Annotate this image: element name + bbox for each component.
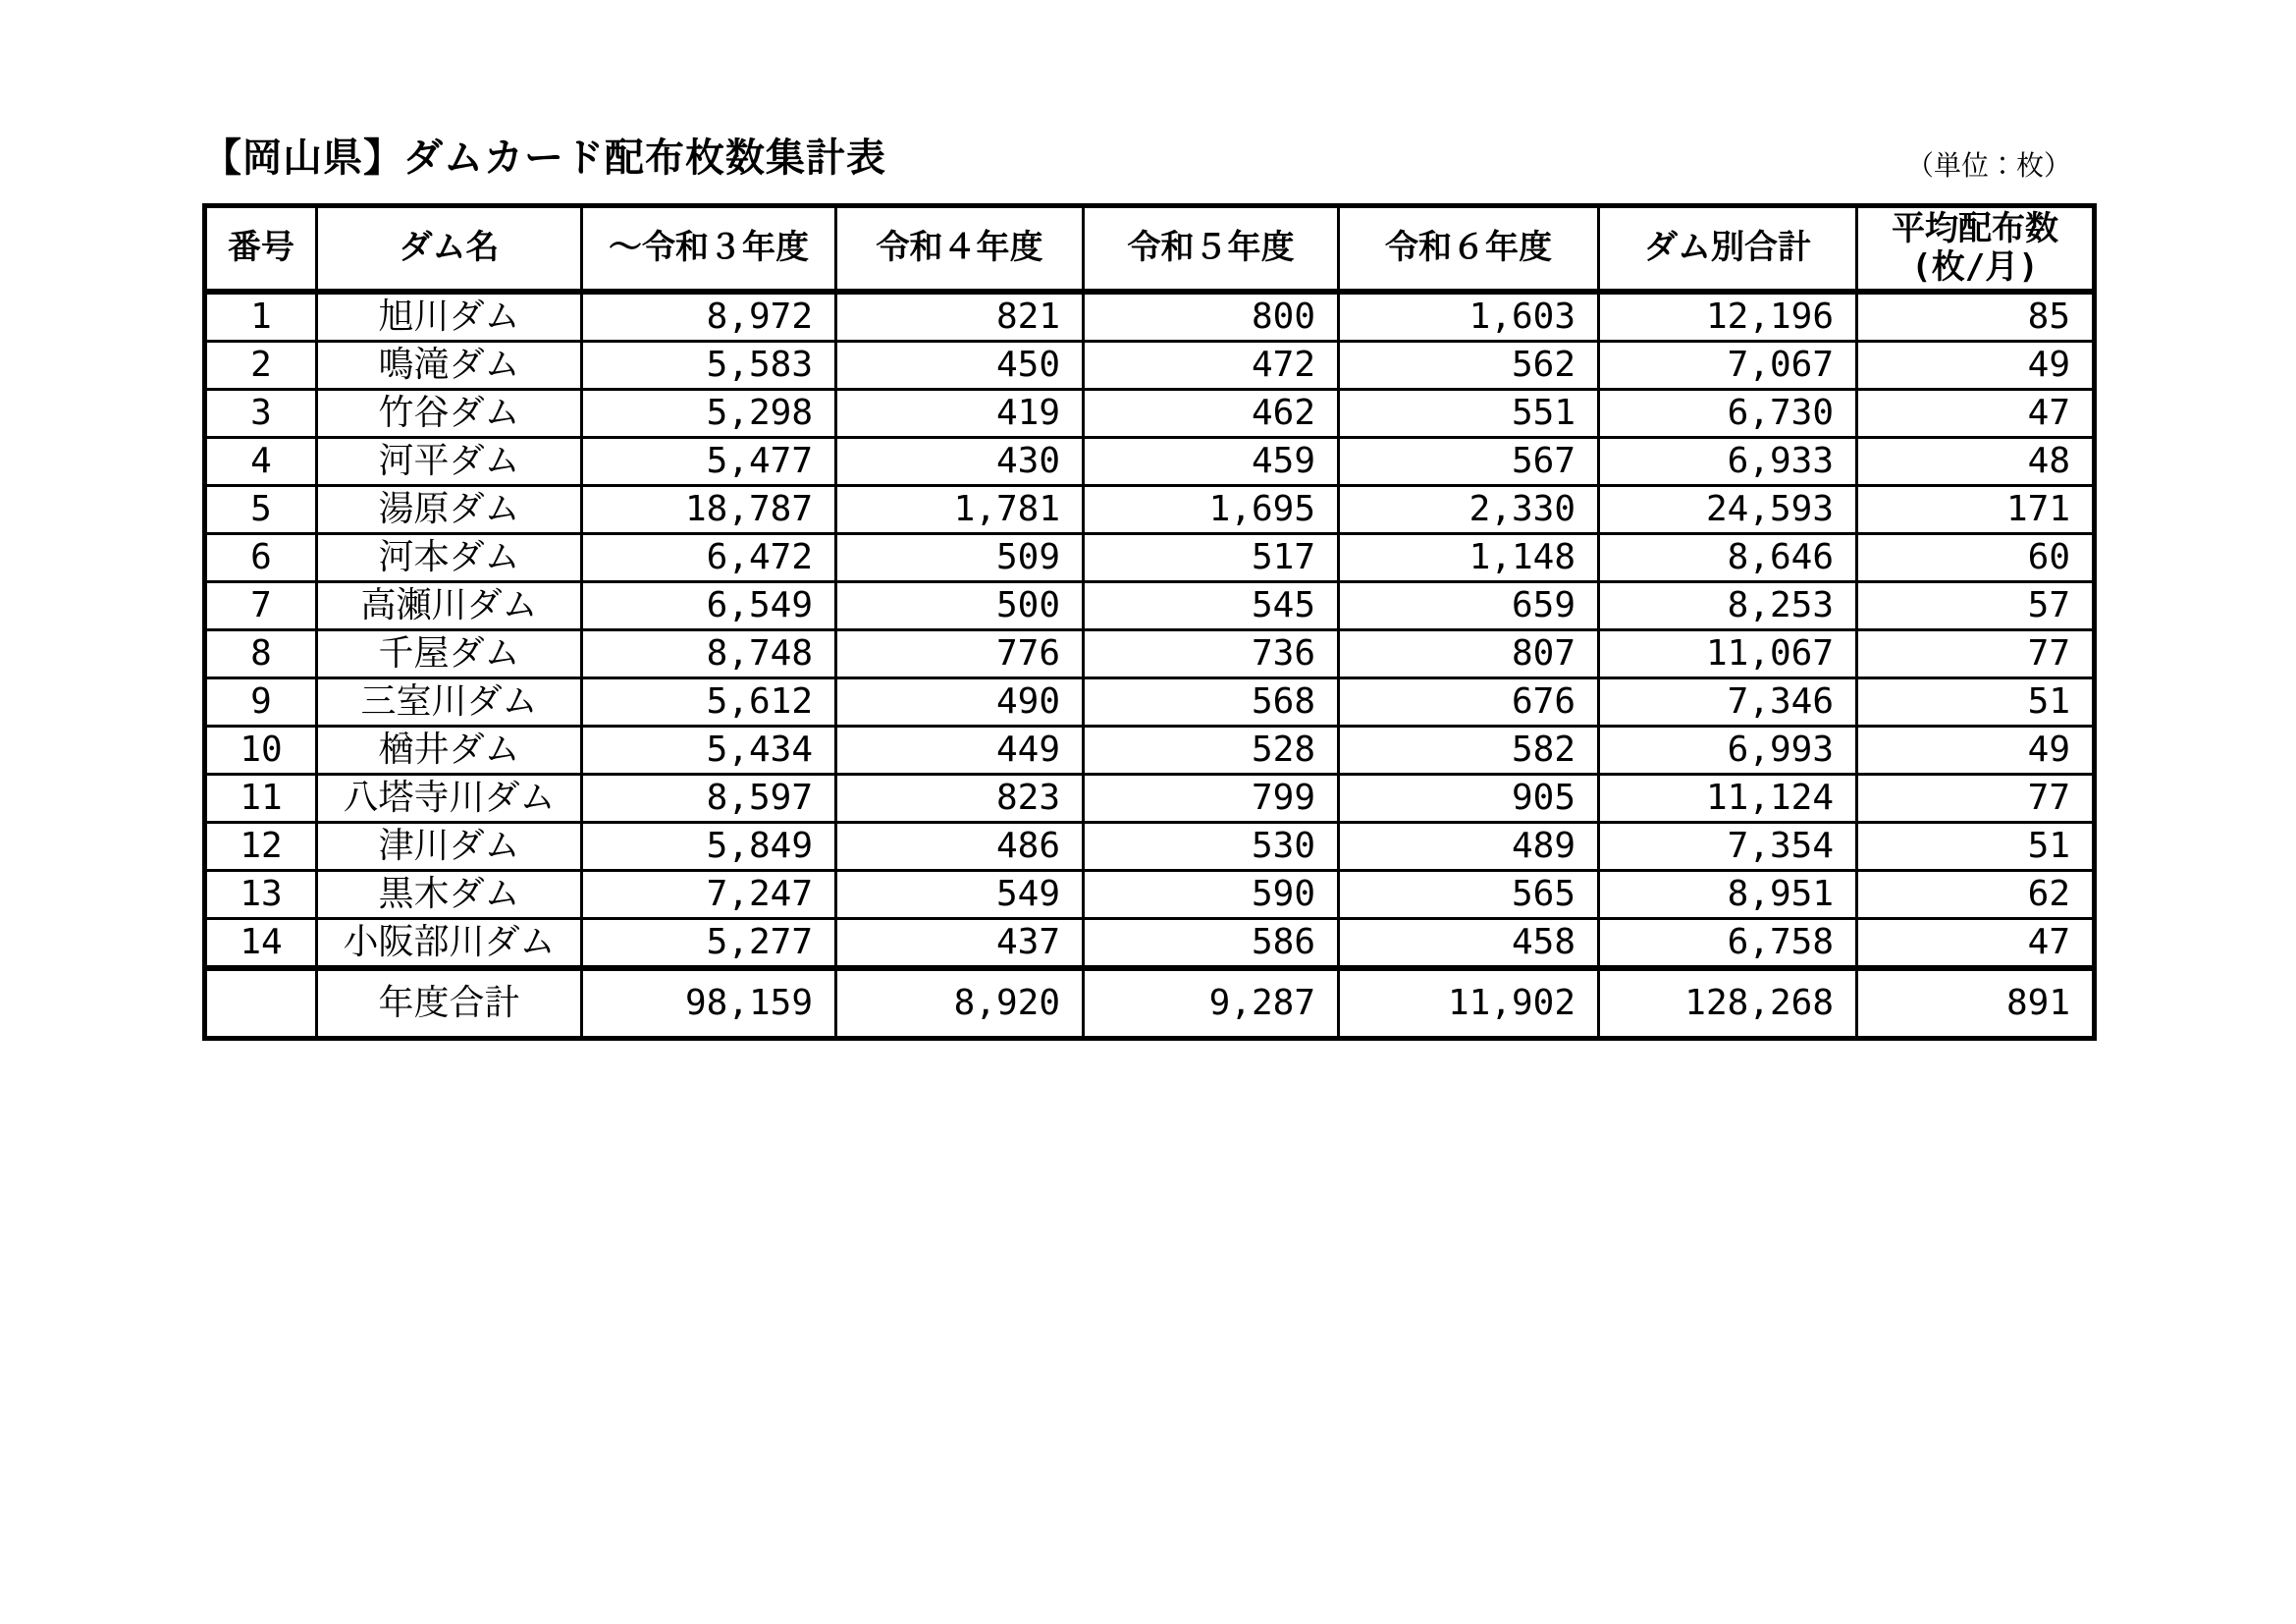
- value-reiwa6: 567: [1339, 438, 1599, 486]
- value-reiwa4: 437: [836, 919, 1084, 969]
- value-reiwa4: 1,781: [836, 486, 1084, 534]
- value-reiwa6: 1,603: [1339, 292, 1599, 342]
- value-reiwa4: 450: [836, 342, 1084, 390]
- unit-note: （単位：枚）: [1905, 149, 2071, 182]
- value-reiwa4: 486: [836, 823, 1084, 871]
- table-row: [205, 919, 2095, 969]
- value-reiwa5: 459: [1084, 438, 1339, 486]
- total-row-label: 年度合計: [317, 968, 582, 1039]
- table-row: [205, 582, 2095, 630]
- dam-total-value: 7,354: [1599, 823, 1857, 871]
- dam-name: 津川ダム: [317, 823, 582, 871]
- value-reiwa5: 545: [1084, 582, 1339, 630]
- total-average: 891: [1857, 968, 2095, 1039]
- header-average-per-month: [1857, 206, 2095, 293]
- dam-name: 河平ダム: [317, 438, 582, 486]
- dam-name: 小阪部川ダム: [317, 919, 582, 969]
- dam-name: 高瀬川ダム: [317, 582, 582, 630]
- value-reiwa5: 530: [1084, 823, 1339, 871]
- average-per-month-value: 57: [1857, 582, 2095, 630]
- row-number: 11: [205, 775, 317, 823]
- value-reiwa4: 823: [836, 775, 1084, 823]
- row-number: 9: [205, 678, 317, 727]
- value-reiwa4: 549: [836, 871, 1084, 919]
- total-until-reiwa3: 98,159: [582, 968, 836, 1039]
- dam-total-value: 8,253: [1599, 582, 1857, 630]
- dam-name: 八塔寺川ダム: [317, 775, 582, 823]
- average-per-month-value: 77: [1857, 775, 2095, 823]
- average-per-month-value: 51: [1857, 823, 2095, 871]
- value-reiwa5: 528: [1084, 727, 1339, 775]
- value-reiwa5: 517: [1084, 534, 1339, 582]
- total-row: [205, 968, 2095, 1039]
- table-row: [205, 390, 2095, 438]
- average-per-month-value: 49: [1857, 342, 2095, 390]
- value-until-reiwa3: 8,748: [582, 630, 836, 678]
- dam-name: 河本ダム: [317, 534, 582, 582]
- dam-name: 黒木ダム: [317, 871, 582, 919]
- table-row: [205, 292, 2095, 342]
- average-per-month-value: 171: [1857, 486, 2095, 534]
- value-reiwa5: 586: [1084, 919, 1339, 969]
- dam-total-value: 11,124: [1599, 775, 1857, 823]
- value-reiwa4: 490: [836, 678, 1084, 727]
- row-number: 1: [205, 292, 317, 342]
- table-row: [205, 630, 2095, 678]
- header-row: [205, 206, 2095, 293]
- dam-total-value: 6,933: [1599, 438, 1857, 486]
- value-until-reiwa3: 8,597: [582, 775, 836, 823]
- value-reiwa6: 489: [1339, 823, 1599, 871]
- value-reiwa6: 659: [1339, 582, 1599, 630]
- header-reiwa4: 令和４年度: [836, 206, 1084, 293]
- value-reiwa5: 462: [1084, 390, 1339, 438]
- table-row: [205, 678, 2095, 727]
- value-reiwa4: 509: [836, 534, 1084, 582]
- header-reiwa6: 令和６年度: [1339, 206, 1599, 293]
- dam-total-value: 8,646: [1599, 534, 1857, 582]
- value-reiwa5: 1,695: [1084, 486, 1339, 534]
- table-row: [205, 823, 2095, 871]
- value-reiwa6: 551: [1339, 390, 1599, 438]
- average-per-month-value: 47: [1857, 919, 2095, 969]
- value-reiwa5: 736: [1084, 630, 1339, 678]
- dam-name: 三室川ダム: [317, 678, 582, 727]
- header-average-line2: (枚/月): [1911, 247, 2039, 287]
- value-until-reiwa3: 5,298: [582, 390, 836, 438]
- total-reiwa6: 11,902: [1339, 968, 1599, 1039]
- value-until-reiwa3: 5,434: [582, 727, 836, 775]
- average-per-month-value: 85: [1857, 292, 2095, 342]
- dam-name: 竹谷ダム: [317, 390, 582, 438]
- header-dam-name: ダム名: [317, 206, 582, 293]
- header-until-reiwa3: ～令和３年度: [582, 206, 836, 293]
- table-row: [205, 438, 2095, 486]
- dam-name: 鳴滝ダム: [317, 342, 582, 390]
- header-number: 番号: [205, 206, 317, 293]
- header-reiwa5: 令和５年度: [1084, 206, 1339, 293]
- page-title: 【岡山県】ダムカード配布枚数集計表: [202, 135, 886, 181]
- header-dam-total: ダム別合計: [1599, 206, 1857, 293]
- total-reiwa4: 8,920: [836, 968, 1084, 1039]
- value-until-reiwa3: 6,472: [582, 534, 836, 582]
- value-reiwa4: 430: [836, 438, 1084, 486]
- value-until-reiwa3: 7,247: [582, 871, 836, 919]
- average-per-month-value: 47: [1857, 390, 2095, 438]
- average-per-month-value: 51: [1857, 678, 2095, 727]
- value-until-reiwa3: 5,612: [582, 678, 836, 727]
- value-reiwa4: 821: [836, 292, 1084, 342]
- header-average-line1: 平均配布数: [1892, 208, 2058, 248]
- row-number: 4: [205, 438, 317, 486]
- dam-total-value: 6,730: [1599, 390, 1857, 438]
- value-reiwa4: 776: [836, 630, 1084, 678]
- value-reiwa5: 590: [1084, 871, 1339, 919]
- value-reiwa6: 905: [1339, 775, 1599, 823]
- table-row: [205, 534, 2095, 582]
- row-number: 12: [205, 823, 317, 871]
- value-until-reiwa3: 6,549: [582, 582, 836, 630]
- dam-total-value: 7,067: [1599, 342, 1857, 390]
- row-number: 7: [205, 582, 317, 630]
- row-number: 2: [205, 342, 317, 390]
- dam-total-value: 12,196: [1599, 292, 1857, 342]
- dam-name: 湯原ダム: [317, 486, 582, 534]
- dam-name: 千屋ダム: [317, 630, 582, 678]
- row-number: 3: [205, 390, 317, 438]
- dam-card-distribution-table: [202, 203, 2097, 1041]
- value-until-reiwa3: 5,277: [582, 919, 836, 969]
- average-per-month-value: 60: [1857, 534, 2095, 582]
- row-number: 8: [205, 630, 317, 678]
- dam-total-value: 7,346: [1599, 678, 1857, 727]
- value-reiwa5: 472: [1084, 342, 1339, 390]
- row-number: 14: [205, 919, 317, 969]
- table-row: [205, 871, 2095, 919]
- value-until-reiwa3: 5,849: [582, 823, 836, 871]
- dam-total-value: 11,067: [1599, 630, 1857, 678]
- average-per-month-value: 62: [1857, 871, 2095, 919]
- dam-total-value: 8,951: [1599, 871, 1857, 919]
- grand-total: 128,268: [1599, 968, 1857, 1039]
- value-reiwa5: 568: [1084, 678, 1339, 727]
- value-reiwa4: 419: [836, 390, 1084, 438]
- table-row: [205, 486, 2095, 534]
- dam-total-value: 24,593: [1599, 486, 1857, 534]
- value-until-reiwa3: 8,972: [582, 292, 836, 342]
- value-reiwa6: 562: [1339, 342, 1599, 390]
- value-until-reiwa3: 5,583: [582, 342, 836, 390]
- row-number: 10: [205, 727, 317, 775]
- average-per-month-value: 48: [1857, 438, 2095, 486]
- dam-total-value: 6,993: [1599, 727, 1857, 775]
- value-until-reiwa3: 18,787: [582, 486, 836, 534]
- row-number: 6: [205, 534, 317, 582]
- row-number: 5: [205, 486, 317, 534]
- value-reiwa6: 807: [1339, 630, 1599, 678]
- value-reiwa6: 676: [1339, 678, 1599, 727]
- average-per-month-value: 77: [1857, 630, 2095, 678]
- table-row: [205, 342, 2095, 390]
- dam-total-value: 6,758: [1599, 919, 1857, 969]
- value-reiwa6: 582: [1339, 727, 1599, 775]
- value-reiwa5: 799: [1084, 775, 1339, 823]
- value-reiwa4: 500: [836, 582, 1084, 630]
- table-row: [205, 775, 2095, 823]
- value-until-reiwa3: 5,477: [582, 438, 836, 486]
- dam-name: 旭川ダム: [317, 292, 582, 342]
- value-reiwa6: 2,330: [1339, 486, 1599, 534]
- value-reiwa4: 449: [836, 727, 1084, 775]
- average-per-month-value: 49: [1857, 727, 2095, 775]
- value-reiwa6: 458: [1339, 919, 1599, 969]
- value-reiwa6: 1,148: [1339, 534, 1599, 582]
- dam-name: 楢井ダム: [317, 727, 582, 775]
- total-reiwa5: 9,287: [1084, 968, 1339, 1039]
- value-reiwa6: 565: [1339, 871, 1599, 919]
- total-row-empty-cell: [205, 968, 317, 1039]
- value-reiwa5: 800: [1084, 292, 1339, 342]
- table-row: [205, 727, 2095, 775]
- row-number: 13: [205, 871, 317, 919]
